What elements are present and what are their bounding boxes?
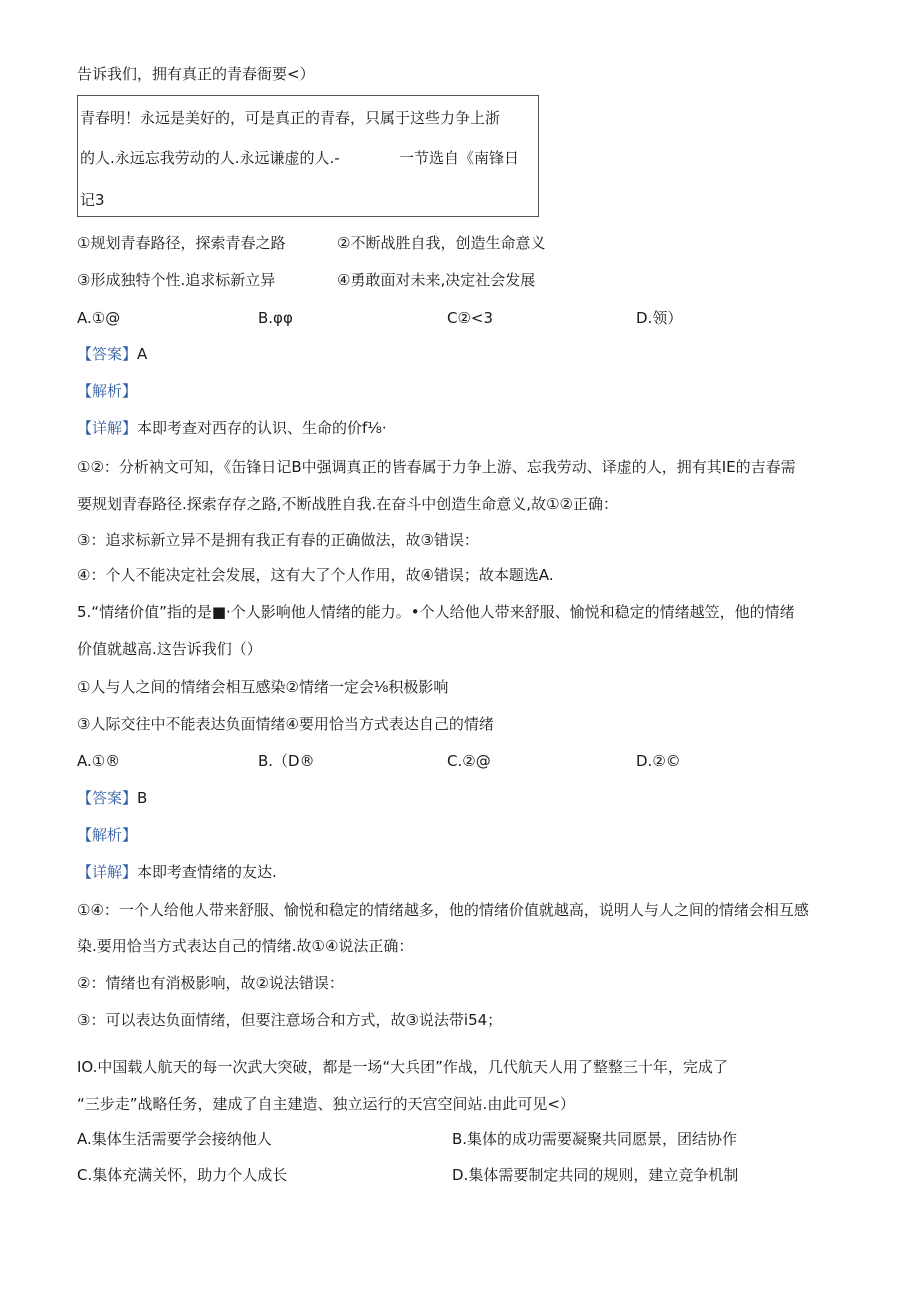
q5-option-a: A.①® [77,752,121,770]
q4-option-d: D.领） [636,309,683,327]
q5-statements-2: ③人际交往中不能表达负面情绪④要用恰当方式表达自己的情绪 [77,715,494,733]
q4-option-a: A.①@ [77,309,121,327]
q4-statement-1: ①规划青春路径，探索青春之路 [77,234,286,252]
q5-detail [77,862,277,882]
q4-stem-end: 告诉我们，拥有真正的青春衙要<） [77,65,315,83]
q5-explanation-3: ③：可以表达负面情绪，但要注意场合和方式，故③说法带i54； [77,1011,503,1029]
quote-source: 一节选自《南锋日 [399,149,520,167]
answer-value: B [137,789,148,807]
q10-option-a: A.集体生活需要学会接纳他人 [77,1130,272,1148]
q4-explanation-1a: ①②：分析衲文可知，《缶锋日记B中强调真正的皆春属于力争上游、忘我劳动、译虚的人，拥有其IE的吉春需 [77,458,796,476]
q4-explanation-2: ③：追求标新立异不是拥有我正有春的正确做法，故③错误： [77,531,479,549]
q4-option-b: B.φφ [258,309,293,327]
q5-analysis-tag: 【解析】 [77,826,138,844]
quote-box [77,95,539,217]
q4-statement-2: ②不断战胜自我，创造生命意义 [337,234,546,252]
quote-line-1: 青春明！永远是美好的，可是真正的青春，只属于这些力争上浙 [80,109,501,127]
q4-answer [77,344,147,364]
quote-line-2: 的人.永远忘我劳动的人.永远谦虚的人.- [80,149,340,167]
q10-option-c: C.集体充满关怀，助力个人成长 [77,1166,288,1184]
q5-answer [77,788,147,808]
q4-statement-3: ③形成独特个性.追求标新立异 [77,271,276,289]
answer-value: A [137,345,148,363]
detail-text: 本即考查对西存的认识、生命的价f⅛· [137,419,387,437]
q4-option-c: C②<3 [447,309,494,327]
detail-tag: 【详解】 [77,419,138,437]
answer-tag: 【答案】 [77,345,138,363]
q4-detail [77,418,387,438]
q10-option-b: B.集体的成功需要凝聚共同愿景，团结协作 [452,1130,738,1148]
q5-stem-1: 5.“情绪价值”指的是■·个人影响他人情绪的能力。•个人给他人带来舒服、愉悦和稳定的情绪越笠，他的情绪 [77,603,795,621]
detail-text: 本即考查情绪的友达. [137,863,277,881]
q4-statement-4: ④勇敢面对未来,决定社会发展 [337,271,536,289]
q4-explanation-1b: 要规划青春路径.探索存存之路,不断战胜自我.在奋斗中创造生命意义,故①②正确： [77,495,618,513]
q5-explanation-1a: ①④：一个人给他人带来舒服、愉悦和稳定的情绪越多，他的情绪价值就越高，说明人与人之间的情绪会相互感 [77,901,809,919]
q5-option-c: C.②@ [447,752,491,770]
q4-explanation-3: ④：个人不能决定社会发展，这有大了个人作用，故④错误；故本题选A. [77,566,554,584]
q10-stem-2: “三步走”战略任务，建成了自主建造、独立运行的天宫空间站.由此可见<） [77,1095,575,1113]
q10-stem-1: IO.中国载人航天的每一次武大突破，都是一场“大兵团”作战，几代航天人用了整整三十年，完成了 [77,1058,728,1076]
q5-statements-1: ①人与人之间的情绪会相互感染②情绪一定会⅛积极影响 [77,678,449,696]
detail-tag: 【详解】 [77,863,138,881]
q5-explanation-1b: 染.要用恰当方式表达自己的情绪.故①④说法正确： [77,937,414,955]
answer-tag: 【答案】 [77,789,138,807]
quote-line-3: 记3 [80,191,105,209]
q5-explanation-2: ②：情绪也有消极影响，故②说法错误： [77,974,344,992]
q4-analysis-tag: 【解析】 [77,382,138,400]
q5-stem-2: 价值就越高.这告诉我们（） [77,640,262,658]
q5-option-d: D.②© [636,752,681,770]
q10-option-d: D.集体需要制定共同的规则，建立竞争机制 [452,1166,739,1184]
q5-option-b: B.（D® [258,752,315,770]
